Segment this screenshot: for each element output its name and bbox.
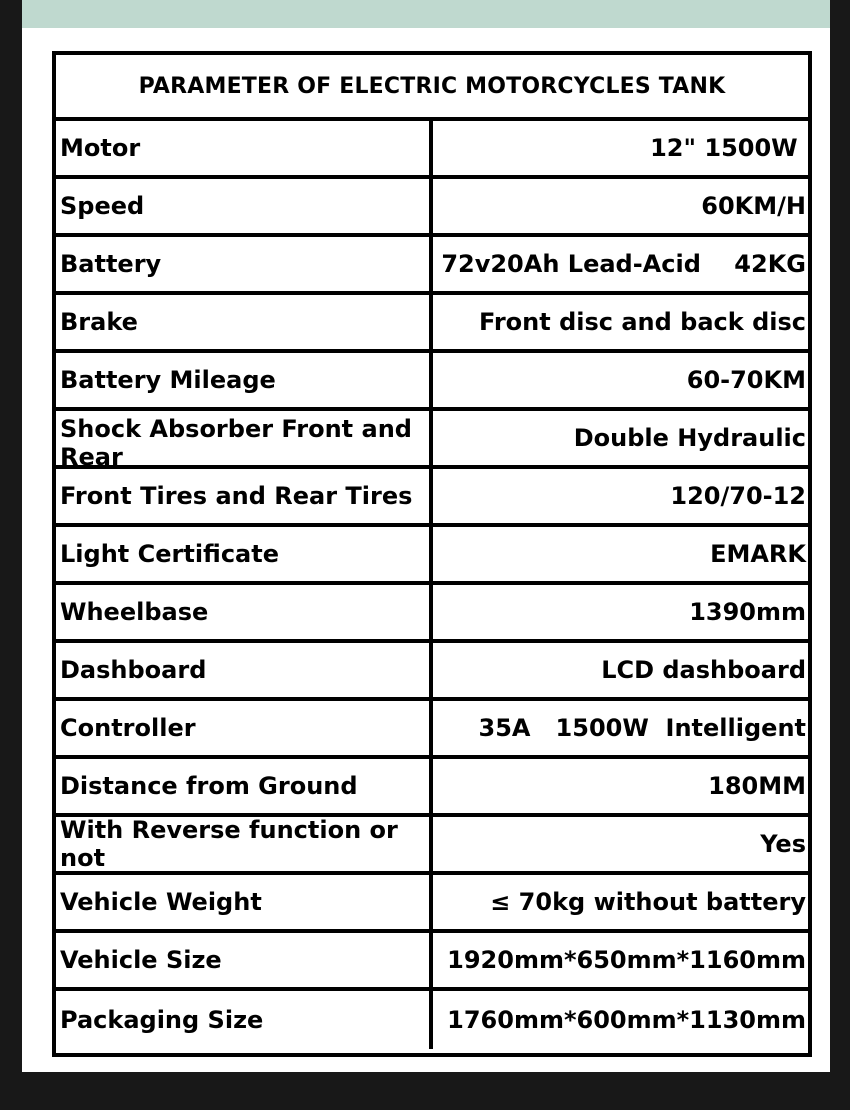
table-row	[56, 237, 808, 295]
row-value: EMARK	[710, 540, 806, 568]
row-label: Battery	[56, 237, 433, 291]
table-row	[56, 411, 808, 469]
table-row	[56, 991, 808, 1049]
row-label: Wheelbase	[56, 585, 433, 639]
page-panel	[22, 0, 830, 1072]
row-value: 12" 1500W	[650, 134, 806, 162]
table-row	[56, 875, 808, 933]
table-row	[56, 759, 808, 817]
table-row	[56, 353, 808, 411]
row-label: Front Tires and Rear Tires	[56, 469, 433, 523]
top-band	[22, 0, 830, 28]
row-value: 60-70KM	[686, 366, 806, 394]
row-label: Speed	[56, 179, 433, 233]
table-row	[56, 121, 808, 179]
row-label: Brake	[56, 295, 433, 349]
table-row	[56, 933, 808, 991]
row-value: 1760mm*600mm*1130mm	[447, 1006, 806, 1034]
row-label: Vehicle Weight	[56, 875, 433, 929]
row-label: Vehicle Size	[56, 933, 433, 987]
row-label: Motor	[56, 121, 433, 175]
table-row	[56, 817, 808, 875]
table-row	[56, 643, 808, 701]
row-value: 1390mm	[689, 598, 806, 626]
row-value: 1920mm*650mm*1160mm	[447, 946, 806, 974]
table-row	[56, 701, 808, 759]
spec-table	[52, 51, 812, 1057]
row-value: 180MM	[708, 772, 806, 800]
row-value: Yes	[760, 830, 806, 858]
row-label: With Reverse function or not	[56, 817, 433, 871]
row-label: Dashboard	[56, 643, 433, 697]
row-value: 120/70-12	[670, 482, 806, 510]
row-value: 35A 1500W Intelligent	[478, 714, 806, 742]
row-label: Light Certificate	[56, 527, 433, 581]
table-row	[56, 469, 808, 527]
row-value: LCD dashboard	[601, 656, 806, 684]
row-value: 72v20Ah Lead-Acid 42KG	[441, 250, 806, 278]
row-value: ≤ 70kg without battery	[490, 888, 806, 916]
row-label: Packaging Size	[56, 991, 433, 1049]
table-title: PARAMETER OF ELECTRIC MOTORCYCLES TANK	[56, 55, 808, 121]
table-row	[56, 295, 808, 353]
row-label: Shock Absorber Front and Rear	[56, 411, 433, 465]
table-row	[56, 585, 808, 643]
table-row	[56, 179, 808, 237]
row-value: Double Hydraulic	[573, 424, 806, 452]
row-value: 60KM/H	[701, 192, 806, 220]
row-label: Battery Mileage	[56, 353, 433, 407]
row-label: Distance from Ground	[56, 759, 433, 813]
row-label: Controller	[56, 701, 433, 755]
table-row	[56, 527, 808, 585]
row-value: Front disc and back disc	[478, 308, 806, 336]
